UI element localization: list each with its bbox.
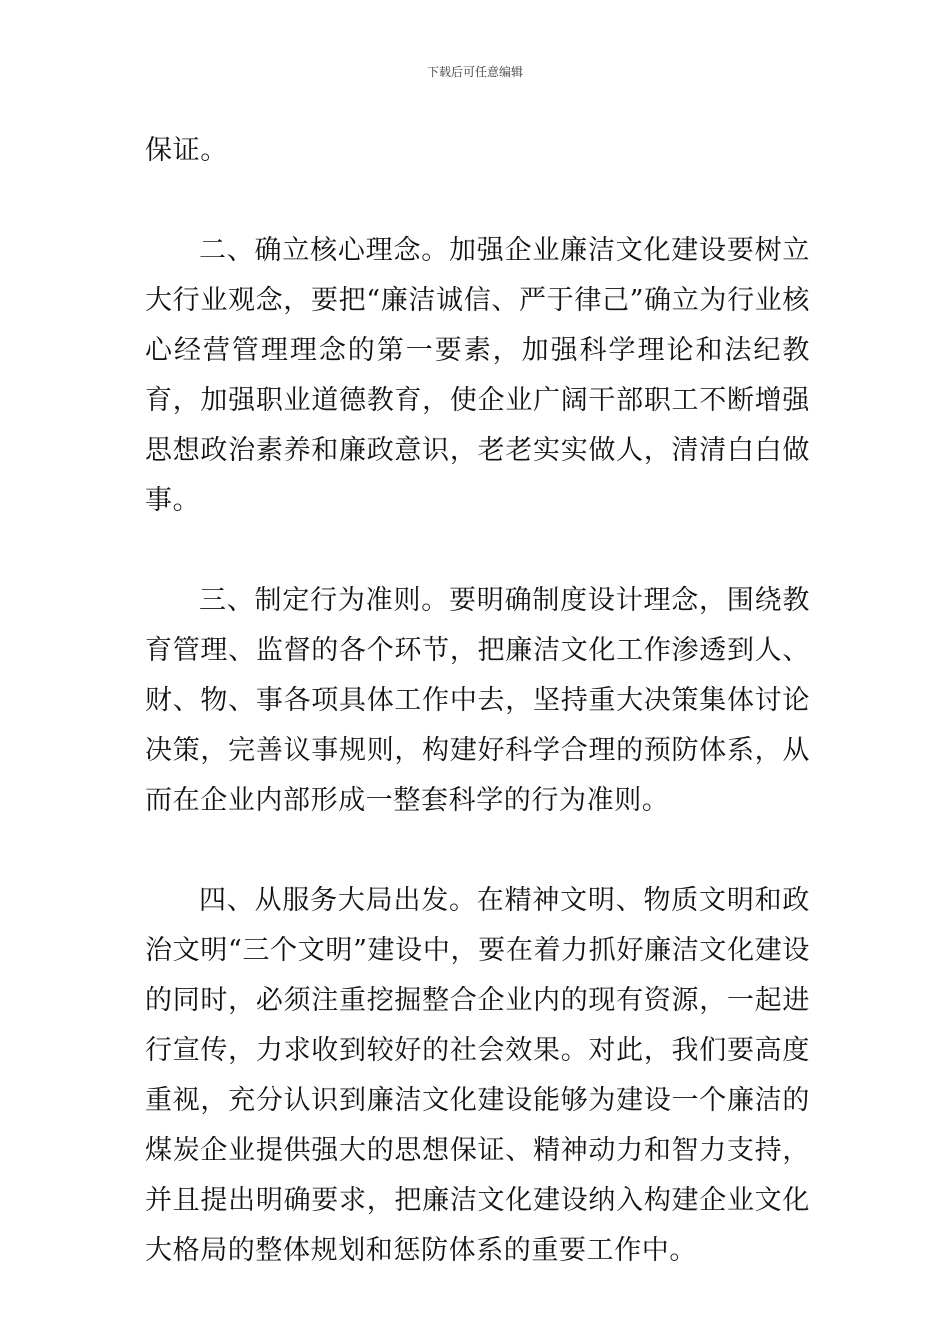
paragraph-continuation: 保证。: [145, 135, 228, 166]
header-note: 下载后可任意编辑: [426, 65, 523, 79]
paragraph-code-of-conduct: 三、制定行为准则。要明确制度设计理念，围绕教育管理、监督的各个环节，把廉洁文化工作渗透到人、财、物、事各项具体工作中去，坚持重大决策集体讨论决策，完善议事规则，构建好科学合理的预防体系，从而在企业内部形成一整套科学的行为准则。: [145, 585, 810, 816]
document-body: [145, 126, 810, 1276]
paragraph-serve-overall: 四、从服务大局出发。在精神文明、物质文明和政治文明“三个文明”建设中，要在着力抓好廉洁文化建设的同时，必须注重挖掘整合企业内的现有资源，一起进行宣传，力求收到较好的社会效果。对此，我们要高度重视，充分认识到廉洁文化建设能够为建设一个廉洁的煤炭企业提供强大的思想保证、精神动力和智力支持，并且提出明确要求，把廉洁文化建设纳入构建企业文化大格局的整体规划和惩防体系的重要工作中。: [145, 885, 810, 1266]
paragraph-core-concept: 二、确立核心理念。加强企业廉洁文化建设要树立大行业观念，要把“廉洁诚信、严于律己”确立为行业核心经营管理理念的第一要素，加强科学理论和法纪教育，加强职业道德教育，使企业广阔干部职工不断增强思想政治素养和廉政意识，老老实实做人，清清白白做事。: [145, 235, 810, 516]
